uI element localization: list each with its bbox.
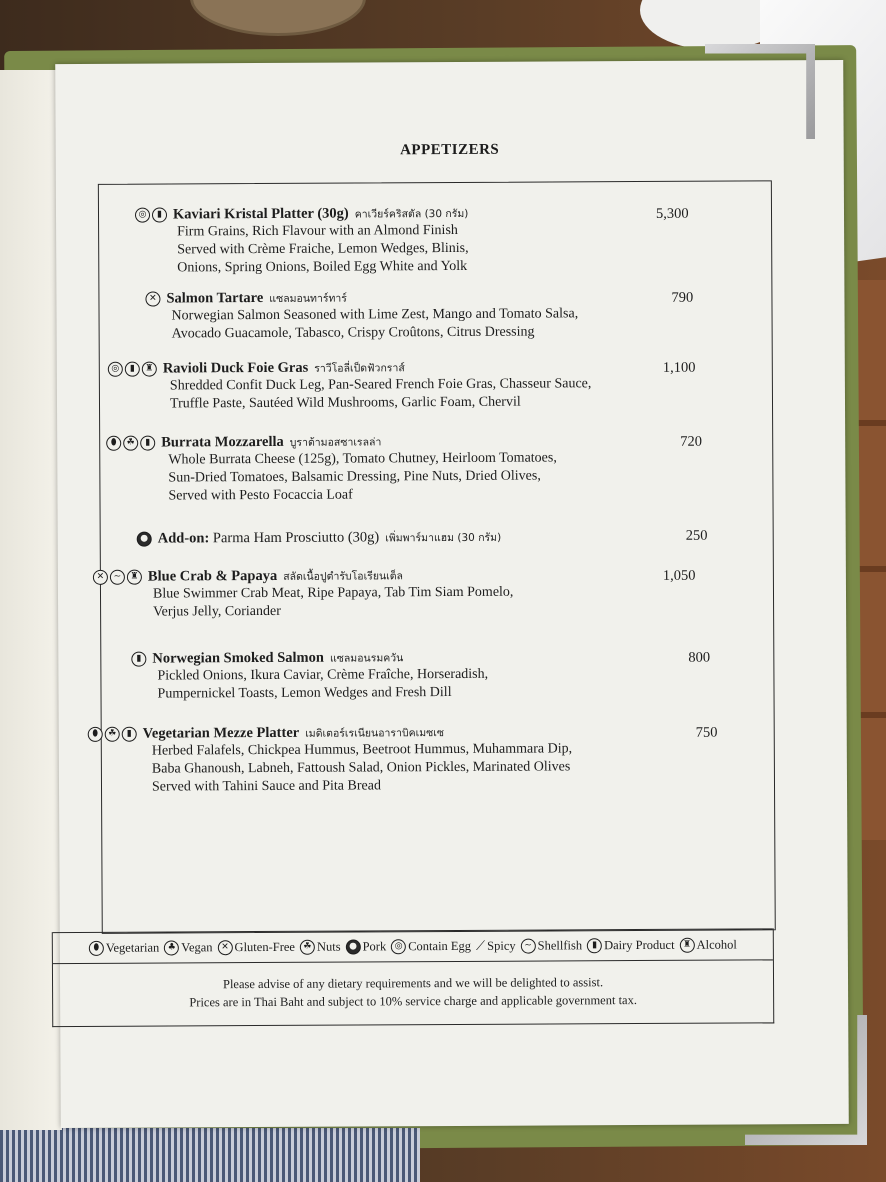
legend-gluten-free (217, 939, 294, 954)
menu-item-addon (101, 527, 773, 548)
contain-egg-icon: ◎ (391, 939, 406, 954)
menu-item (92, 722, 774, 797)
item-thai-name: เพิ่มพาร์มาแฮม (30 กรัม) (385, 531, 502, 545)
item-price: 750 (695, 724, 718, 741)
notice-line-2: Prices are in Thai Baht and subject to 10% service charge and applicable government tax. (189, 993, 637, 1010)
legend-label: Dairy Product (604, 937, 675, 952)
item-thai-name: เมดิเตอร์เรเนียนอาราบิคเมซเซ (305, 727, 445, 740)
legend-pork (346, 939, 387, 954)
gluten-free-icon: ✕ (145, 292, 160, 307)
item-icons (93, 570, 142, 585)
contain-egg-icon: ◎ (135, 208, 150, 223)
item-thai-name: แซลมอนทาร์ทาร์ (269, 292, 347, 305)
legend-dairy-product (587, 937, 675, 952)
menu-item (101, 647, 773, 704)
item-description: Shredded Confit Duck Leg, Pan-Seared French Foie Gras, Chasseur Sauce, Truffle Paste, Sautéed Wild Mushrooms, Garlic Foam, Chervil (169, 376, 592, 412)
menu-item (100, 431, 772, 506)
legend-vegan (164, 940, 212, 955)
legend-label: Gluten-Free (234, 939, 295, 954)
item-description: Pickled Onions, Ikura Caviar, Crème Fraîche, Horseradish, Pumpernickel Toasts, Lemon Wedges and Fresh Dill (157, 666, 489, 702)
item-icons (135, 207, 167, 222)
legend-label: Nuts (316, 939, 341, 954)
menu-item (96, 565, 773, 622)
dietary-legend (53, 928, 773, 964)
dairy-product-icon: ▮ (131, 652, 146, 667)
item-name: Kaviari Kristal Platter (30g) (172, 205, 349, 223)
pork-icon: ● (346, 939, 361, 954)
dairy-product-icon: ▮ (140, 436, 155, 451)
item-thai-name: บูราต้ามอสซาเรลล่า (289, 436, 382, 449)
item-thai-name: คาเวียร์คริสตัล (30 กรัม) (354, 207, 469, 221)
legend-label: Shellfish (537, 937, 583, 953)
legend-alcohol (680, 937, 737, 952)
item-icons (88, 727, 137, 742)
footer-box (52, 928, 774, 1027)
dairy-product-icon: ▮ (587, 938, 602, 953)
item-icons (108, 362, 157, 377)
legend-label: Contain Egg (408, 938, 472, 953)
section-title: APPETIZERS (400, 141, 500, 159)
nuts-icon: ☘ (105, 727, 120, 742)
vegetarian-icon: ⬮ (106, 436, 121, 451)
item-description: Whole Burrata Cheese (125g), Tomato Chutney, Heirloom Tomatoes, Sun-Dried Tomatoes, Balsamic Dressing, Pine Nuts, Dried Olives, Served with Pesto Focaccia Loaf (168, 450, 557, 504)
legend-label: Alcohol (696, 937, 737, 952)
legend-label: Vegetarian (105, 940, 160, 955)
menu-page (55, 60, 849, 1128)
item-name: Burrata Mozzarella (161, 433, 284, 451)
item-price: 1,050 (662, 567, 696, 584)
item-icons (106, 436, 155, 451)
legend-label: Vegan (181, 939, 213, 954)
notice-line-1: Please advise of any dietary requirements and we will be delighted to assist. (222, 975, 604, 992)
notice (53, 972, 773, 1012)
menu-box (92, 180, 776, 934)
nuts-icon: ☘ (300, 939, 315, 954)
legend-label: Spicy (487, 938, 516, 953)
item-description: Blue Swimmer Crab Meat, Ripe Papaya, Tab Tim Siam Pomelo, Verjus Jelly, Coriander (152, 584, 514, 620)
item-description: Norwegian Salmon Seasoned with Lime Zest, Mango and Tomato Salsa, Avocado Guacamole, Tabasco, Crispy Croûtons, Citrus Dressing (171, 306, 579, 342)
item-price: 800 (688, 649, 711, 666)
item-thai-name: แซลมอนรมควัน (329, 652, 404, 665)
gluten-free-icon: ✕ (93, 570, 108, 585)
alcohol-icon: ♜ (142, 362, 157, 377)
item-name: Blue Crab & Papaya (147, 567, 278, 585)
item-name: Ravioli Duck Foie Gras (162, 359, 309, 377)
item-price: 1,100 (662, 359, 696, 376)
legend-shellfish (521, 938, 583, 953)
vegetarian-icon: ⬮ (88, 727, 103, 742)
item-description: Herbed Falafels, Chickpea Hummus, Beetroot Hummus, Muhammara Dip, Baba Ghanoush, Labneh, Fattoush Salad, Onion Pickles, Marinated Olives Served with Tahini Sauce and Pita Bread (151, 741, 573, 795)
item-name: Salmon Tartare (166, 289, 264, 307)
gluten-free-icon: ✕ (217, 940, 232, 955)
item-name: Parma Ham Prosciutto (30g) (212, 529, 380, 547)
vegan-icon: ♣ (164, 940, 179, 955)
dairy-product-icon: ▮ (152, 207, 167, 222)
shellfish-icon: ~ (521, 938, 536, 953)
item-icons (137, 532, 152, 547)
vegetarian-icon: ⬮ (89, 940, 104, 955)
item-name: Vegetarian Mezze Platter (142, 724, 300, 742)
menu-item (99, 203, 771, 278)
item-icons (131, 652, 146, 667)
legend-label: Pork (362, 938, 387, 953)
legend-nuts (300, 939, 341, 954)
alcohol-icon: ♜ (680, 937, 695, 952)
dairy-product-icon: ▮ (122, 727, 137, 742)
legend-vegetarian (89, 940, 160, 955)
item-price: 790 (671, 289, 694, 306)
nuts-icon: ☘ (123, 436, 138, 451)
legend-spicy (476, 938, 516, 953)
alcohol-icon: ♜ (127, 570, 142, 585)
item-price: 5,300 (655, 205, 689, 222)
legend-contain-egg (391, 938, 471, 953)
item-thai-name: ราวีโอลี่เป็ดฟัวกราส์ (314, 362, 405, 375)
item-name: Norwegian Smoked Salmon (152, 649, 324, 667)
pork-icon: ● (137, 532, 152, 547)
striped-cloth (0, 1128, 420, 1182)
item-thai-name: สลัดเนื้อปูตำรับโอเรียนเต็ล (283, 570, 404, 583)
menu-item (99, 287, 771, 344)
item-description: Firm Grains, Rich Flavour with an Almond Finish Served with Crème Fraiche, Lemon Wedges, Blinis, Onions, Spring Onions, Boiled Egg White and Yolk (177, 222, 469, 276)
spicy-icon: ⟋ (475, 938, 486, 954)
item-icons (145, 292, 160, 307)
dairy-product-icon: ▮ (125, 362, 140, 377)
contain-egg-icon: ◎ (108, 362, 123, 377)
shellfish-icon: ~ (110, 570, 125, 585)
addon-label: Add-on: (157, 530, 210, 547)
item-price: 250 (685, 527, 708, 544)
menu-item (100, 357, 772, 414)
item-price: 720 (680, 433, 702, 450)
